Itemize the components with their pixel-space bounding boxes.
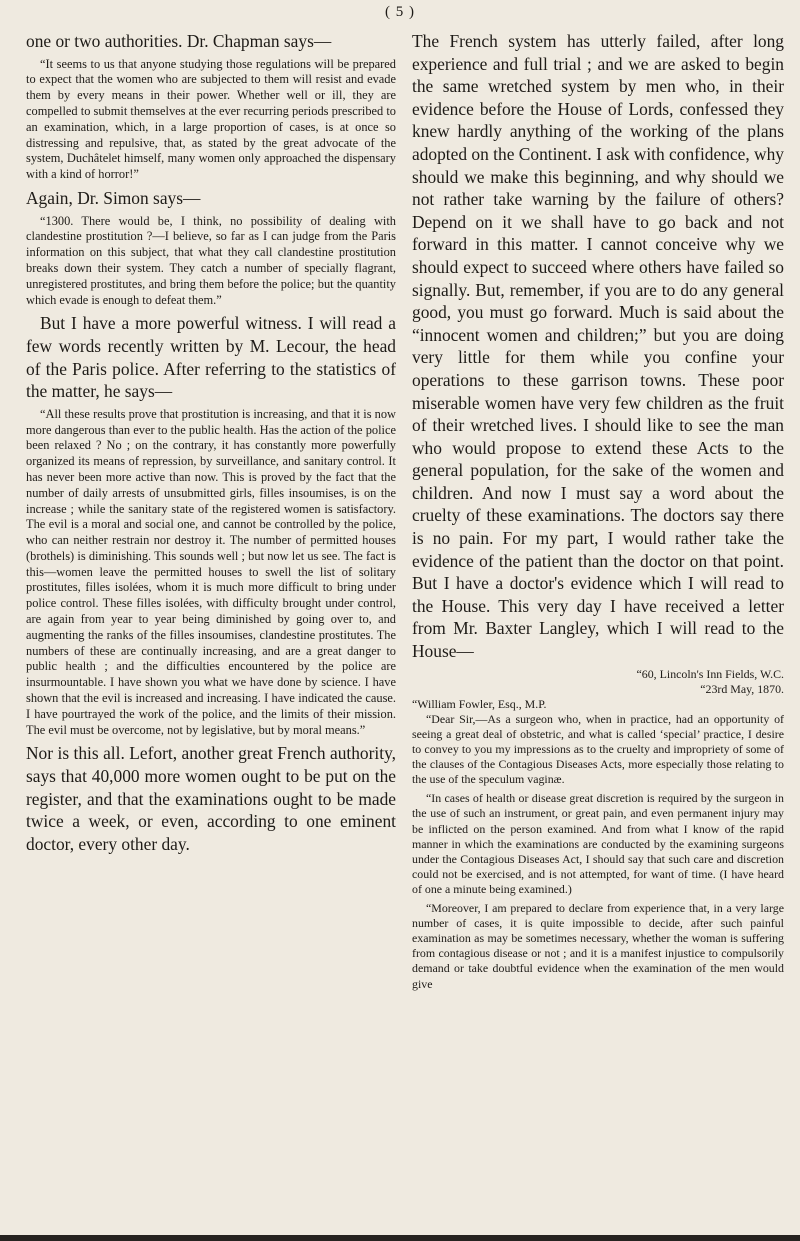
- letter-paragraph-1: “Dear Sir,—As a surgeon who, when in practice, had an opportunity of seeing a great deal of obstetric, and what is called ‘special’ practice, I desire to convey to you my impressions as to the cruelty and impropriety of some of the clauses of the Contagious Diseases Acts, more especially those relating to the use of the speculum vaginæ.: [412, 711, 784, 787]
- page-number: ( 5 ): [385, 4, 415, 20]
- chapman-quote: “It seems to us that anyone studying those regulations will be prepared to expect that the women who are subjected to them will resist and evade them by every means in their power. Whether well or ill, they are compelled to submit themselves at the ever recurring periods prescribed to an examination, which, in a large proportion of cases, is at once so distressing and repulsive, that, as stated by the great advocate of the system, Duchâtelet himself, many women only approached the dispensary with a kind of horror!”: [26, 56, 396, 182]
- simon-intro: Again, Dr. Simon says—: [26, 187, 201, 208]
- letter-paragraph-2: “In cases of health or disease great discretion is required by the surgeon in the use of such an instrument, or great pain, and even permanent injury may be inflicted on the person examined. And from what I know of the rapid manner in which the examinations are conducted by the examining surgeons under the Contagious Diseases Act, I should say that such care and discretion could not be exercised, and is not attempted, for want of time. (I have heard of one a minute being examined.): [412, 791, 784, 896]
- letter-paragraph-3: “Moreover, I am prepared to declare from experience that, in a very large number of cases, it is quite impossible to decide, after such painful examination as may be sometimes necessary, whether the woman is suffering from contagious disease or not ; and it is a manifest injustice to compulsorily demand or take doubtful evidence when the examination of the men would give: [412, 901, 784, 991]
- lecour-intro: But I have a more powerful witness. I will read a few words recently written by M. Lecour, the head of the Paris police. After referring to the statistics of the matter, he says—: [26, 313, 396, 402]
- page-bottom-edge: [0, 1235, 800, 1241]
- intro-paragraph: one or two authorities. Dr. Chapman says—: [26, 31, 332, 51]
- french-system-paragraph: The French system has utterly failed, after long experience and full trial ; and we are asked to begin the same wretched system by men who, in their evidence before the House of Lords, confessed they knew hardly anything of the working of the plans adopted on the Continent. I ask with confidence, why should we make this beginning, and why should we not rather take warning by the failure of others? Depend on it we shall have to go back and not forward in this matter. I cannot conceive why we should expect to succeed where others have failed so signally. But, remember, if you are to do any general good, you must go forward. Much is said about the “innocent women and children;” but you are doing very little for them while you confine your operations to these garrison towns. These poor miserable women have very few children as the fruit of their wretched lives. I should like to see the man who would propose to extend these Acts to the general population, for the sake of the women and children. And now I must say a word about the cruelty of these examinations. The doctors say there is no pain. For my part, I would rather take the evidence of the patient than the doctor on that point. But I have a doctor's evidence which I will read to the House. This very day I have received a letter from Mr. Baxter Langley, which I will read to the House—: [412, 31, 784, 662]
- simon-quote: “1300. There would be, I think, no possibility of dealing with clandestine prostitution ?—I believe, so far as I can judge from the Paris information on this subject, that what they call clandestine prostitution breaks down their system. They catch a number of specially flagrant, unregistered prostitutes, and bring them before the police; but the quantity which evade is enough to defeat them.”: [26, 213, 396, 307]
- letter-address: “60, Lincoln's Inn Fields, W.C.: [636, 666, 784, 681]
- letter-recipient: “William Fowler, Esq., M.P.: [412, 696, 547, 711]
- lefort-paragraph: Nor is this all. Lefort, another great French authority, says that 40,000 more women ought to be put on the register, and that the examinations ought to be made twice a week, or even, according to one eminent doctor, every other day.: [26, 743, 396, 854]
- letter-date: “23rd May, 1870.: [700, 681, 784, 696]
- right-column: [412, 30, 784, 1233]
- lecour-quote: “All these results prove that prostitution is increasing, and that it is now more dangerous than ever to the public health. Has the action of the police been relaxed ? No ; on the contrary, it has constantly more powerfully organized its means of repression, by surveillance, and sanitary control. It has never been more active than now. This is proved by the fact that the number of daily arrests of unsubmitted girls, filles insoumises, is on the increase ; while the sanitary state of the registered women is satisfactory. The evil is a moral and social one, and cannot be controlled by the police, who can neither restrain nor destroy it. The number of permitted houses (brothels) is diminishing. This sounds well ; but now let us see. The fact is this—women leave the permitted houses to swell the list of solitary prostitutes, filles isolées, whom it is much more difficult to bring under police control. These filles isolées, with difficulty brought under control, are again from year to year being diminished by going over to, and augmenting the ranks of the filles insoumises, clandestine prostitutes. The numbers of these are continually increasing, and are a great danger to public health ; and the difficulties encountered by the police are insurmountable. I have shown you what we have done by science. I have shown that the evil is increased and increasing. I have indicated the cause. I have pourtrayed the work of the police, and the limits of their mission. The evil must be overcome, not by legislative, but by moral means.”: [26, 406, 396, 737]
- left-column: [26, 30, 396, 1233]
